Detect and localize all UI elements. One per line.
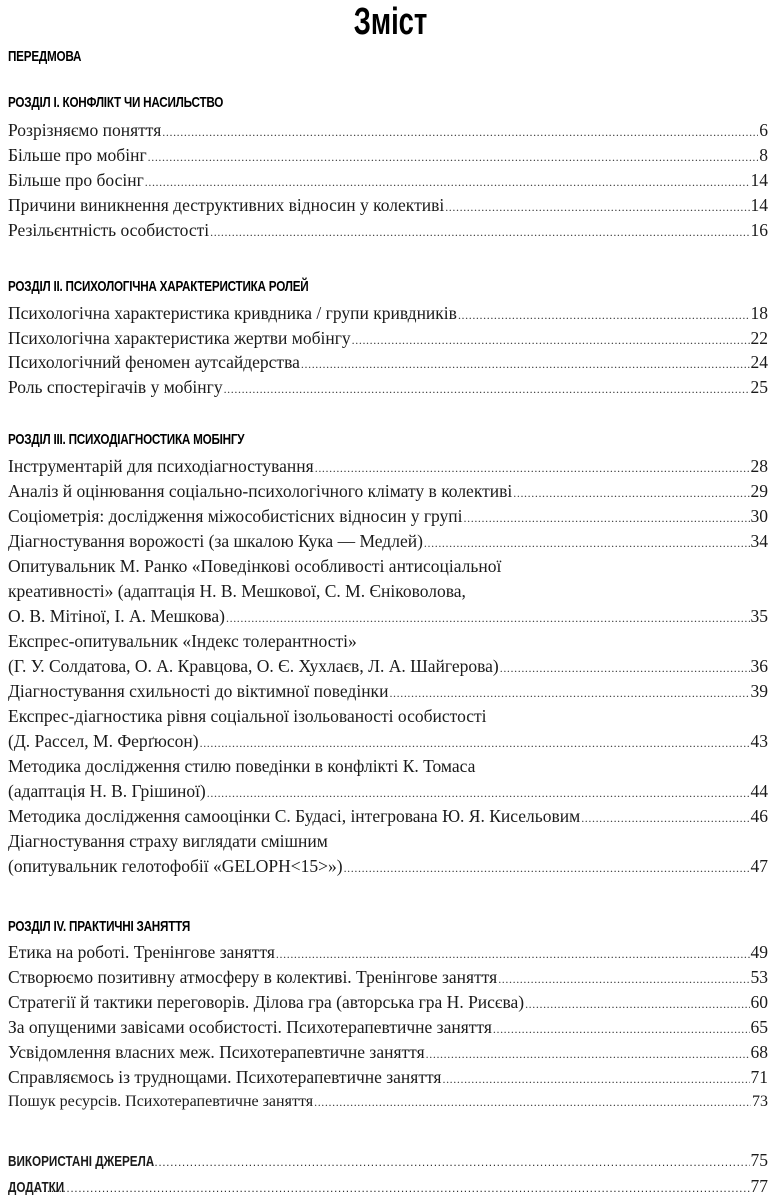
toc-entry[interactable]: Аналіз й оцінювання соціально-психологічного клімату в колективі ..... 29: [8, 480, 768, 502]
page-number: 14: [750, 170, 768, 190]
dot-leader: [464, 505, 750, 529]
section-heading[interactable]: РОЗДІЛ III. ПСИХОДІАГНОСТИКА МОБІНГУ: [8, 431, 245, 448]
toc-entry[interactable]: (Д. Рассел, М. Ферґюсон) ..... 43: [8, 730, 768, 752]
dot-leader: [498, 966, 749, 990]
dot-leader: [424, 530, 750, 554]
dot-leader: [147, 1149, 750, 1173]
page-number: 6: [759, 120, 768, 140]
toc-entry[interactable]: Більше про мобінг ..... 8: [8, 144, 768, 166]
dot-leader: [200, 730, 750, 754]
section-heading[interactable]: РОЗДІЛ II. ПСИХОЛОГІЧНА ХАРАКТЕРИСТИКА РОЛЕЙ: [8, 278, 309, 295]
toc-entry-appendices[interactable]: ДОДАТКИ ..... 77: [8, 1175, 768, 1197]
dot-leader: [224, 376, 750, 400]
toc-entry[interactable]: Розрізняємо поняття ..... 6: [8, 119, 768, 141]
toc-entry[interactable]: (адаптація Н. В. Грішиної) ..... 44: [8, 780, 768, 802]
toc-entry[interactable]: Більше про босінг ..... 14: [8, 169, 768, 191]
page-number: 65: [750, 1017, 768, 1037]
dot-leader: [445, 194, 749, 218]
page-number: 75: [750, 1150, 768, 1170]
toc-entry-line[interactable]: Методика дослідження стилю поведінки в конфлікті К. Томаса: [8, 756, 476, 776]
dot-leader: [210, 219, 749, 243]
page-number: 28: [750, 456, 768, 476]
dot-leader: [442, 1066, 749, 1090]
toc-entry[interactable]: Роль спостерігачів у мобінгу ..... 25: [8, 376, 768, 398]
toc-entry[interactable]: Стратегії й тактики переговорів. Ділова гра (авторська гра Н. Рисєва) ..... 60: [8, 991, 768, 1013]
page-number: 49: [750, 942, 768, 962]
toc-entry-line[interactable]: креативності» (адаптація Н. В. Мешкової, С. М. Єніковолова,: [8, 581, 466, 601]
page-number: 25: [750, 377, 768, 397]
dot-leader: [148, 144, 759, 168]
dot-leader: [493, 1016, 750, 1040]
toc-entry-line[interactable]: Експрес-опитувальник «Індекс толерантності»: [8, 631, 357, 651]
page-number: 77: [750, 1176, 768, 1196]
dot-leader: [458, 302, 750, 326]
dot-leader: [314, 1091, 751, 1113]
section-heading[interactable]: РОЗДІЛ I. КОНФЛІКТ ЧИ НАСИЛЬСТВО: [8, 94, 224, 111]
page-number: 43: [750, 731, 768, 751]
dot-leader: [352, 327, 750, 351]
dot-leader: [426, 1041, 750, 1065]
page-number: 36: [750, 656, 768, 676]
dot-leader: [162, 119, 758, 143]
page-number: 30: [750, 506, 768, 526]
dot-leader: [344, 855, 750, 879]
page-number: 8: [759, 145, 768, 165]
page-number: 29: [750, 481, 768, 501]
toc-entry[interactable]: Соціометрія: дослідження міжособистісних відносин у групі ..... 30: [8, 505, 768, 527]
toc-entry[interactable]: Методика дослідження самооцінки С. Будасі, інтегрована Ю. Я. Кисельовим ..... 46: [8, 805, 768, 827]
toc-entry[interactable]: Справляємось із труднощами. Психотерапевтичне заняття ..... 71: [8, 1066, 768, 1088]
toc-entry[interactable]: Інструментарій для психодіагностування ..... 28: [8, 455, 768, 477]
page-number: 14: [750, 195, 768, 215]
dot-leader: [513, 480, 749, 504]
dot-leader: [145, 169, 750, 193]
page-number: 35: [750, 606, 768, 626]
toc-entry[interactable]: Причини виникнення деструктивних відносин у колективі ..... 14: [8, 194, 768, 216]
toc-entry-line[interactable]: Експрес-діагностика рівня соціальної ізольованості особистості: [8, 706, 487, 726]
toc-entry[interactable]: Діагностування схильності до віктимної поведінки ..... 39: [8, 680, 768, 702]
toc-entry-line[interactable]: Опитувальник М. Ранко «Поведінкові особливості антисоціальної: [8, 556, 502, 576]
page-number: 39: [750, 681, 768, 701]
page-number: 60: [750, 992, 768, 1012]
toc-entry[interactable]: Діагностування ворожості (за шкалою Кука — Медлей) ..... 34: [8, 530, 768, 552]
page-number: 16: [750, 220, 768, 240]
page-number: 44: [750, 781, 768, 801]
page-number: 22: [750, 328, 768, 348]
dot-leader: [581, 805, 749, 829]
toc-entry[interactable]: Психологічна характеристика жертви мобінгу ..... 22: [8, 327, 768, 349]
dot-leader: [389, 680, 749, 704]
page-number: 47: [750, 856, 768, 876]
page-title: Зміст: [353, 1, 428, 43]
toc-entry[interactable]: Створюємо позитивну атмосферу в колективі. Тренінгове заняття ..... 53: [8, 966, 768, 988]
section-heading[interactable]: РОЗДІЛ IV. ПРАКТИЧНІ ЗАНЯТТЯ: [8, 918, 191, 935]
dot-leader: [301, 351, 750, 375]
page-number: 71: [750, 1067, 768, 1087]
dot-leader: [207, 780, 750, 804]
page-number: 73: [752, 1093, 768, 1110]
toc-entry[interactable]: Пошук ресурсів. Психотерапевтичне заняття ..... 73: [8, 1091, 768, 1113]
toc-entry[interactable]: (Г. У. Солдатова, О. А. Кравцова, О. Є. Хухлаєв, Л. А. Шайгерова) ..... 36: [8, 655, 768, 677]
toc-entry-sources[interactable]: ВИКОРИСТАНІ ДЖЕРЕЛА ..... 75: [8, 1149, 768, 1171]
toc-entry[interactable]: (опитувальник гелотофобії «GELOPH<15>») ..... 47: [8, 855, 768, 877]
toc-entry[interactable]: Усвідомлення власних меж. Психотерапевтичне заняття ..... 68: [8, 1041, 768, 1063]
toc-entry[interactable]: За опущеними завісами особистості. Психотерапевтичне заняття ..... 65: [8, 1016, 768, 1038]
toc-entry[interactable]: Психологічний феномен аутсайдерства ..... 24: [8, 351, 768, 373]
toc-entry[interactable]: О. В. Мітіної, І. А. Мешкова) ..... 35: [8, 605, 768, 627]
page-number: 53: [750, 967, 768, 987]
toc-entry[interactable]: Психологічна характеристика кривдника / групи кривдників ..... 18: [8, 302, 768, 324]
toc-entry-line[interactable]: Діагностування страху виглядати смішним: [8, 831, 328, 851]
page-number: 46: [750, 806, 768, 826]
page-number: 34: [750, 531, 768, 551]
dot-leader: [31, 1175, 749, 1199]
page-number: 68: [750, 1042, 768, 1062]
toc-entry[interactable]: Резільєнтність особистості ..... 16: [8, 219, 768, 241]
page-number: 24: [750, 352, 768, 372]
page-number: 18: [750, 303, 768, 323]
dot-leader: [500, 655, 750, 679]
dot-leader: [226, 605, 750, 629]
dot-leader: [525, 991, 749, 1015]
toc-entry[interactable]: Етика на роботі. Тренінгове заняття ..... 49: [8, 941, 768, 963]
dot-leader: [315, 455, 750, 479]
dot-leader: [276, 941, 750, 965]
preface-heading[interactable]: ПЕРЕДМОВА: [8, 48, 82, 65]
